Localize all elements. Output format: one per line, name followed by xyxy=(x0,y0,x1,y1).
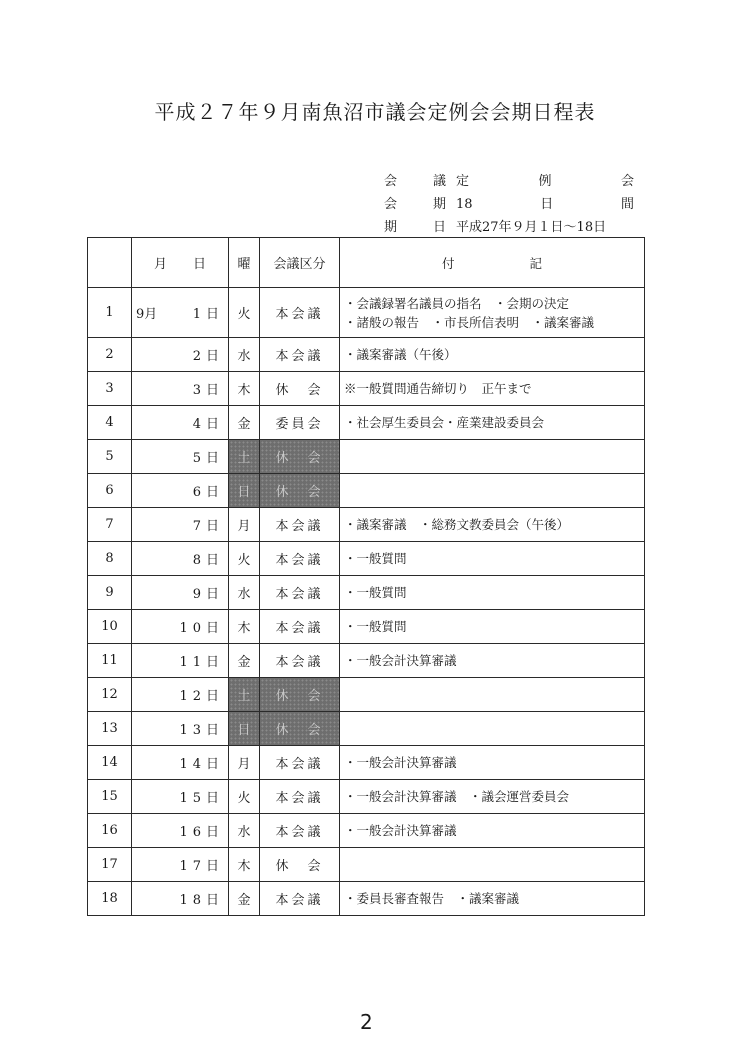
table-row xyxy=(88,288,645,338)
cell-day: 15日 xyxy=(179,791,224,806)
cell-notes xyxy=(340,508,645,542)
cell-no: 11 xyxy=(88,644,132,678)
cell-session-type: 本会議 xyxy=(260,338,340,372)
cell-date xyxy=(132,508,229,542)
cell-date xyxy=(132,372,229,406)
cell-session-type: 本会議 xyxy=(260,542,340,576)
meta-key-char: 期 xyxy=(384,220,398,235)
cell-day: 6日 xyxy=(192,485,224,500)
cell-weekday: 土 xyxy=(229,678,260,712)
cell-notes xyxy=(340,746,645,780)
meta-row xyxy=(384,170,634,193)
cell-weekday: 火 xyxy=(229,780,260,814)
note-line: ・議案審議（午後） xyxy=(344,347,457,362)
table-row xyxy=(88,474,645,508)
cell-day: 14日 xyxy=(179,757,224,772)
cell-no: 1 xyxy=(88,288,132,338)
note-line: ・一般会計決算審議 ・議会運営委員会 xyxy=(344,789,570,804)
meta-key xyxy=(384,170,456,193)
cell-weekday: 木 xyxy=(229,848,260,882)
cell-weekday: 土 xyxy=(229,440,260,474)
cell-notes xyxy=(340,542,645,576)
cell-session-type: 本会議 xyxy=(260,746,340,780)
cell-no: 12 xyxy=(88,678,132,712)
cell-no: 18 xyxy=(88,882,132,916)
meta-value-part: 平成27年９月１日～18日 xyxy=(456,220,607,235)
note-line: ・社会厚生委員会・産業建設委員会 xyxy=(344,415,545,430)
cell-session-type: 本会議 xyxy=(260,780,340,814)
cell-date xyxy=(132,814,229,848)
cell-day: 8日 xyxy=(192,553,224,568)
cell-date xyxy=(132,474,229,508)
table-row xyxy=(88,780,645,814)
cell-session-type: 休 会 xyxy=(260,474,340,508)
cell-weekday: 金 xyxy=(229,406,260,440)
cell-no: 5 xyxy=(88,440,132,474)
header-no xyxy=(88,238,132,288)
cell-date xyxy=(132,712,229,746)
meta-row xyxy=(384,193,634,216)
cell-date xyxy=(132,610,229,644)
cell-day: 10日 xyxy=(179,621,224,636)
meta-value-part: 会 xyxy=(620,174,634,189)
cell-notes xyxy=(340,780,645,814)
meta-value-part: 定 xyxy=(456,174,470,189)
cell-day: 16日 xyxy=(179,825,224,840)
cell-no: 4 xyxy=(88,406,132,440)
cell-session-type: 委員会 xyxy=(260,406,340,440)
cell-weekday: 日 xyxy=(229,474,260,508)
cell-date xyxy=(132,542,229,576)
cell-date xyxy=(132,440,229,474)
cell-weekday: 木 xyxy=(229,610,260,644)
meta-row xyxy=(384,216,634,239)
schedule-table xyxy=(87,237,645,916)
page-number: 2 xyxy=(360,1010,373,1034)
cell-notes xyxy=(340,814,645,848)
meta-value-part: 例 xyxy=(538,174,552,189)
cell-weekday: 水 xyxy=(229,814,260,848)
cell-no: 9 xyxy=(88,576,132,610)
note-line: ・会議録署名議員の指名 ・会期の決定 xyxy=(344,295,570,311)
meta-key-char: 会 xyxy=(384,174,398,189)
cell-session-type: 休 会 xyxy=(260,712,340,746)
cell-date xyxy=(132,746,229,780)
cell-day: 18日 xyxy=(179,893,224,908)
header-notes: 付 記 xyxy=(340,238,645,288)
cell-day: 9日 xyxy=(192,587,224,602)
cell-date xyxy=(132,288,229,338)
meta-key xyxy=(384,216,456,239)
cell-no: 15 xyxy=(88,780,132,814)
table-row xyxy=(88,576,645,610)
note-line: ・一般会計決算審議 xyxy=(344,823,457,838)
cell-session-type: 本会議 xyxy=(260,882,340,916)
cell-month: 9月 xyxy=(136,307,158,322)
meta-value xyxy=(456,216,634,239)
cell-date xyxy=(132,848,229,882)
cell-no: 16 xyxy=(88,814,132,848)
cell-no: 8 xyxy=(88,542,132,576)
cell-day: 11日 xyxy=(179,655,224,670)
cell-day: 17日 xyxy=(179,859,224,874)
cell-date xyxy=(132,406,229,440)
cell-weekday: 金 xyxy=(229,882,260,916)
cell-notes xyxy=(340,406,645,440)
cell-notes xyxy=(340,644,645,678)
cell-notes xyxy=(340,288,645,338)
meeting-meta xyxy=(384,170,634,239)
meta-key-char: 期 xyxy=(432,197,446,212)
table-row xyxy=(88,848,645,882)
note-line: ・議案審議 ・総務文教委員会（午後） xyxy=(344,517,570,532)
table-row xyxy=(88,508,645,542)
cell-day: 4日 xyxy=(192,417,224,432)
table-row xyxy=(88,882,645,916)
cell-session-type: 休 会 xyxy=(260,848,340,882)
cell-date xyxy=(132,576,229,610)
cell-session-type: 本会議 xyxy=(260,508,340,542)
cell-date xyxy=(132,780,229,814)
cell-notes xyxy=(340,882,645,916)
cell-notes xyxy=(340,678,645,712)
header-weekday: 曜 xyxy=(229,238,260,288)
cell-no: 10 xyxy=(88,610,132,644)
cell-no: 3 xyxy=(88,372,132,406)
cell-weekday: 火 xyxy=(229,288,260,338)
cell-weekday: 金 xyxy=(229,644,260,678)
cell-no: 7 xyxy=(88,508,132,542)
header-session-type: 会議区分 xyxy=(260,238,340,288)
meta-key-char: 会 xyxy=(384,197,398,212)
meta-value xyxy=(456,193,634,216)
cell-notes xyxy=(340,576,645,610)
cell-weekday: 木 xyxy=(229,372,260,406)
cell-no: 17 xyxy=(88,848,132,882)
table-header-row xyxy=(88,238,645,288)
note-line: ・一般会計決算審議 xyxy=(344,653,457,668)
cell-session-type: 休 会 xyxy=(260,440,340,474)
meta-value-part: 間 xyxy=(620,197,634,212)
table-row xyxy=(88,440,645,474)
cell-notes xyxy=(340,338,645,372)
cell-date xyxy=(132,338,229,372)
meta-value-part: 日 xyxy=(540,197,554,212)
cell-no: 2 xyxy=(88,338,132,372)
cell-date xyxy=(132,644,229,678)
cell-day: 13日 xyxy=(179,723,224,738)
cell-day: 12日 xyxy=(179,689,224,704)
cell-session-type: 本会議 xyxy=(260,288,340,338)
table-row xyxy=(88,372,645,406)
cell-day: 1日 xyxy=(192,307,224,322)
table-row xyxy=(88,610,645,644)
meta-key-char: 議 xyxy=(432,174,446,189)
cell-day: 3日 xyxy=(192,383,224,398)
table-row xyxy=(88,678,645,712)
cell-notes xyxy=(340,372,645,406)
meta-key-char: 日 xyxy=(432,220,446,235)
cell-session-type: 休 会 xyxy=(260,372,340,406)
note-line: ・一般質問 xyxy=(344,585,407,600)
table-row xyxy=(88,338,645,372)
cell-notes xyxy=(340,848,645,882)
cell-notes xyxy=(340,474,645,508)
cell-session-type: 本会議 xyxy=(260,576,340,610)
cell-weekday: 水 xyxy=(229,576,260,610)
note-line: ・一般質問 xyxy=(344,551,407,566)
cell-weekday: 水 xyxy=(229,338,260,372)
cell-notes xyxy=(340,712,645,746)
cell-no: 6 xyxy=(88,474,132,508)
cell-weekday: 日 xyxy=(229,712,260,746)
cell-day: 7日 xyxy=(192,519,224,534)
cell-weekday: 月 xyxy=(229,508,260,542)
table-row xyxy=(88,712,645,746)
cell-weekday: 月 xyxy=(229,746,260,780)
cell-date xyxy=(132,678,229,712)
note-line: ・諸般の報告 ・市長所信表明 ・議案審議 xyxy=(344,314,595,330)
header-date: 月 日 xyxy=(132,238,229,288)
cell-date xyxy=(132,882,229,916)
table-row xyxy=(88,746,645,780)
meta-value-part: 18 xyxy=(456,197,473,212)
cell-session-type: 休 会 xyxy=(260,678,340,712)
meta-value xyxy=(456,170,634,193)
page-title: 平成２７年９月南魚沼市議会定例会会期日程表 xyxy=(154,100,596,124)
cell-notes xyxy=(340,440,645,474)
table-row xyxy=(88,814,645,848)
cell-day: 5日 xyxy=(192,451,224,466)
cell-notes xyxy=(340,610,645,644)
note-line: ・一般会計決算審議 xyxy=(344,755,457,770)
table-row xyxy=(88,542,645,576)
note-line: ※一般質問通告締切り 正午まで xyxy=(344,381,532,396)
note-line: ・一般質問 xyxy=(344,619,407,634)
cell-no: 14 xyxy=(88,746,132,780)
meta-key xyxy=(384,193,456,216)
table-row xyxy=(88,406,645,440)
cell-session-type: 本会議 xyxy=(260,644,340,678)
cell-session-type: 本会議 xyxy=(260,814,340,848)
table-row xyxy=(88,644,645,678)
cell-day: 2日 xyxy=(192,349,224,364)
cell-no: 13 xyxy=(88,712,132,746)
cell-weekday: 火 xyxy=(229,542,260,576)
cell-session-type: 本会議 xyxy=(260,610,340,644)
note-line: ・委員長審査報告 ・議案審議 xyxy=(344,891,520,906)
